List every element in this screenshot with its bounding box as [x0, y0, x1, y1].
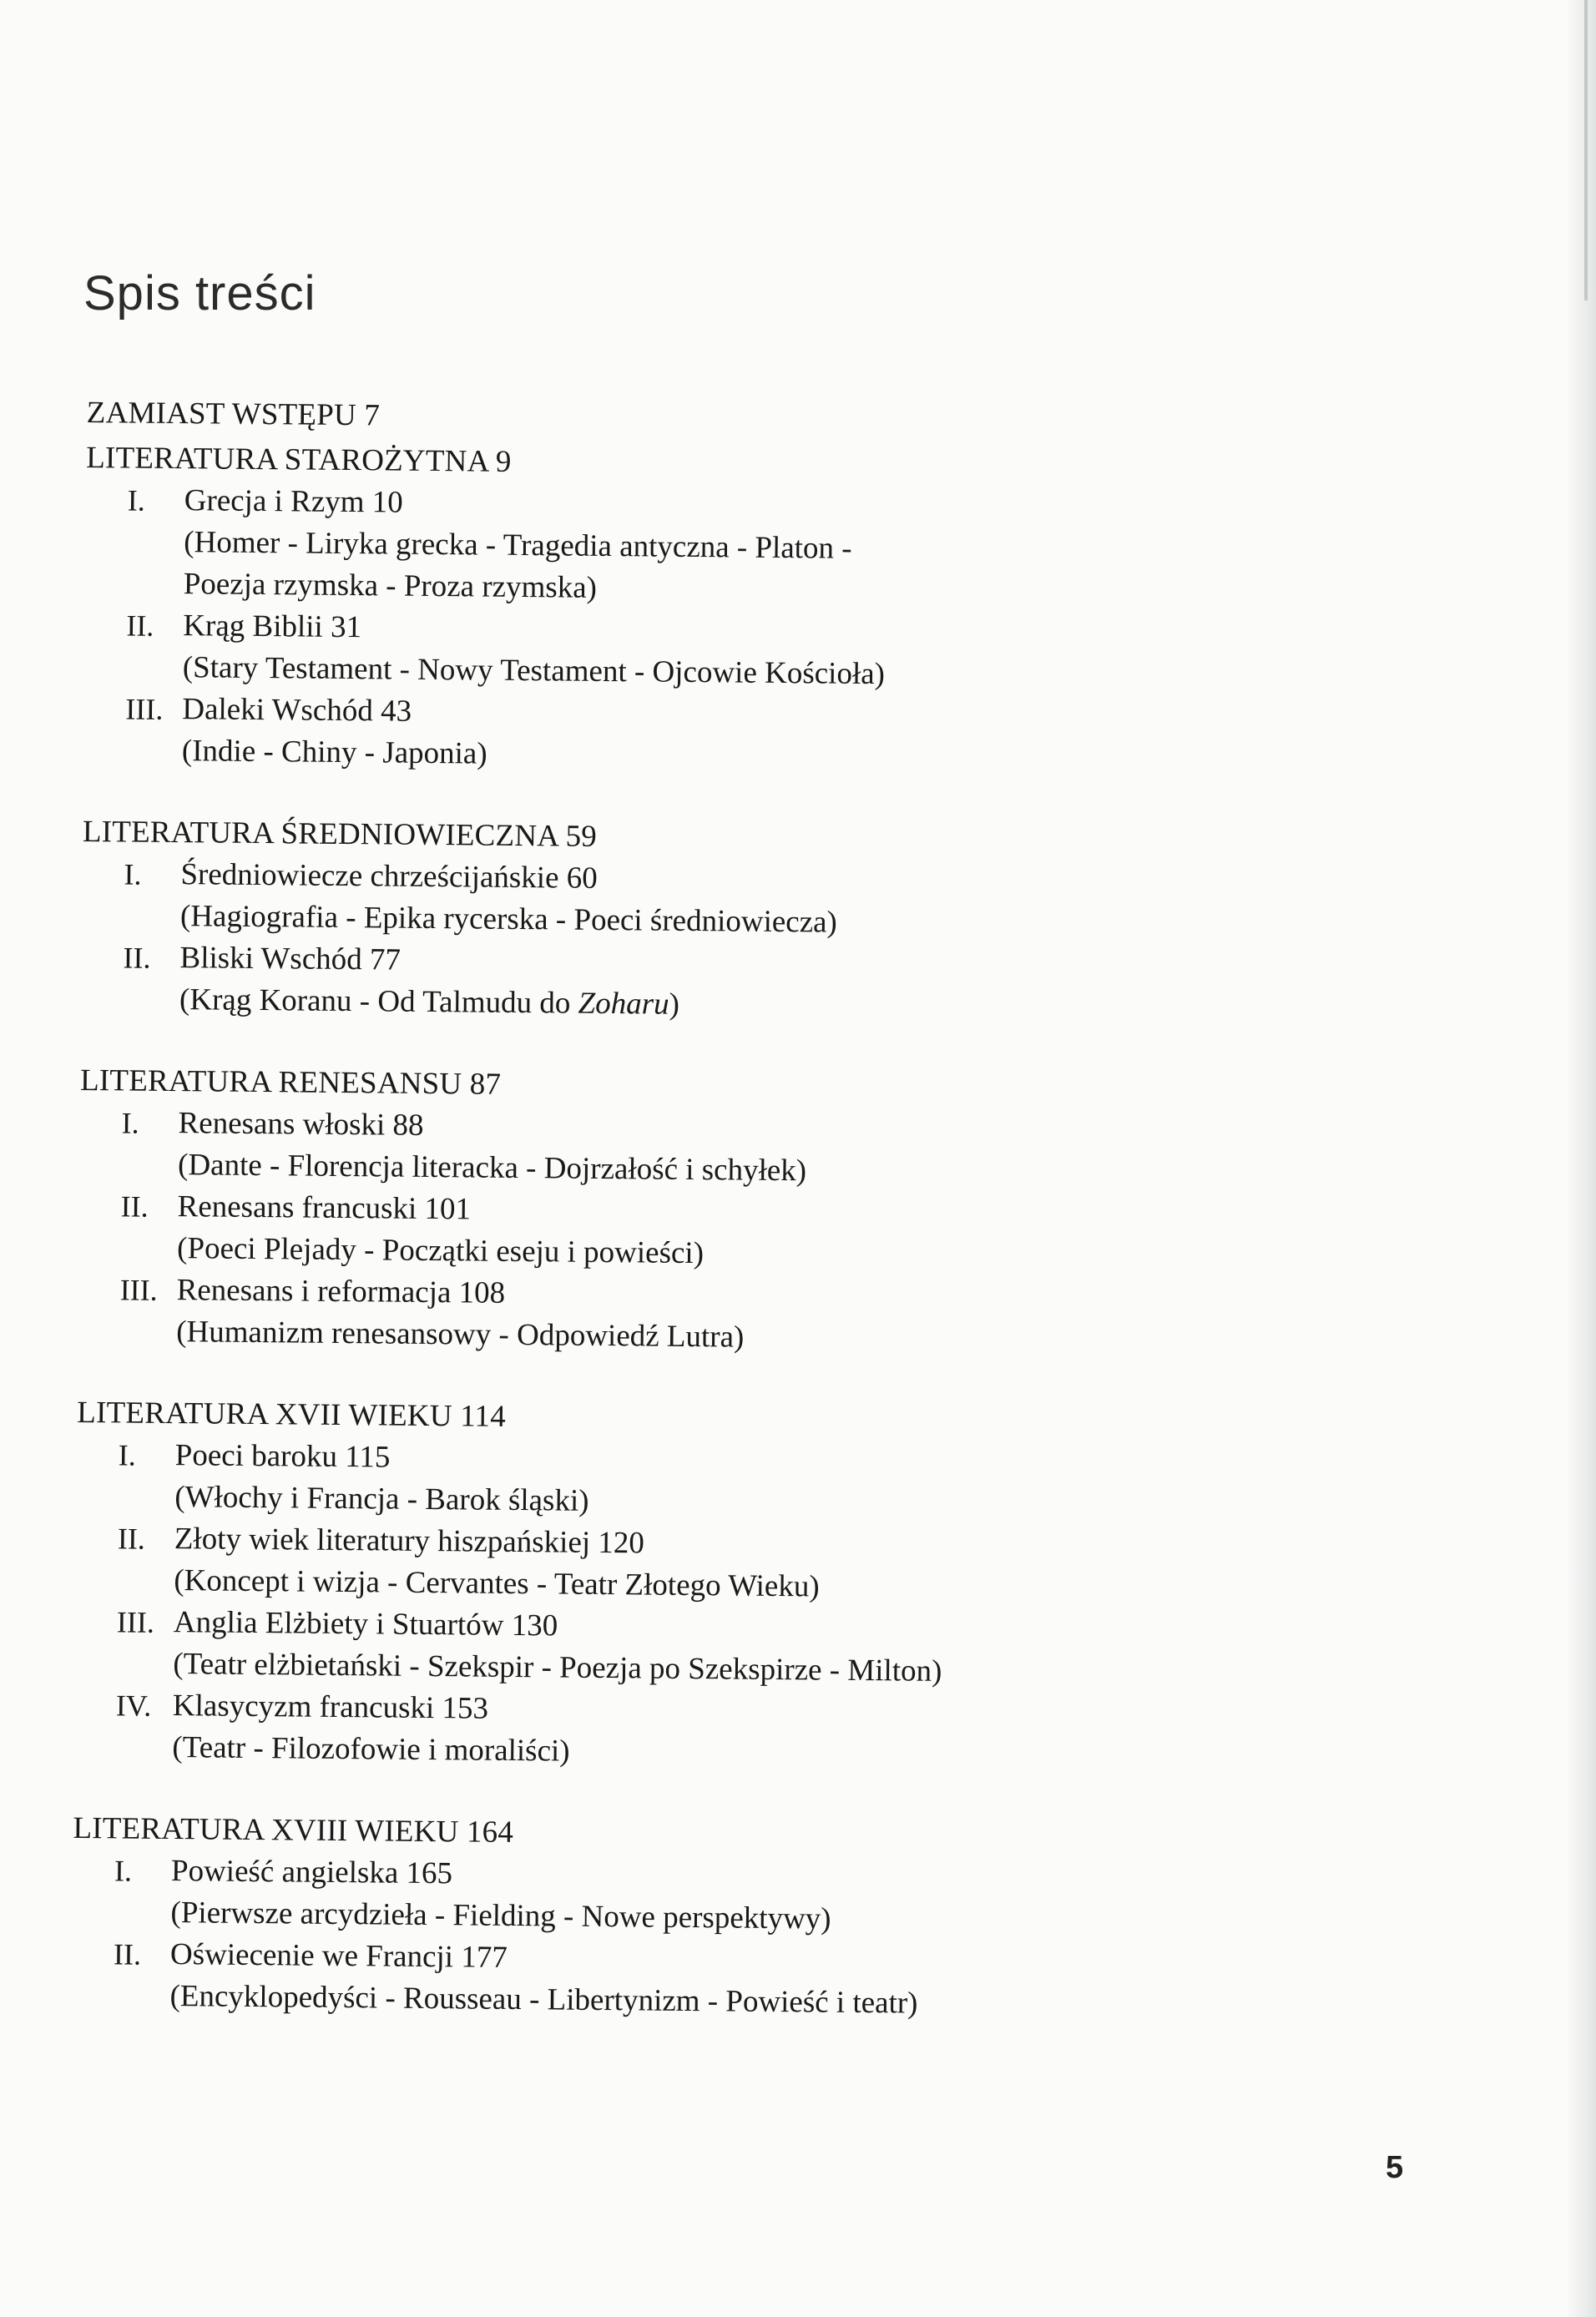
toc-section [73, 1392, 1162, 1778]
chapter-title: Złoty wiek literatury hiszpańskiej 120 [174, 1522, 645, 1561]
toc-section [81, 811, 1168, 1030]
chapter-number: I. [121, 1106, 139, 1140]
toc-section [78, 1060, 1165, 1362]
chapter-number: II. [126, 608, 154, 643]
chapter-subtopics: (Teatr elżbietański - Szekspir - Poezja po Szekspirze - Milton) [173, 1647, 942, 1689]
chapter-text [178, 1103, 807, 1192]
chapter-subtopics: (Homer - Liryka grecka - Tragedia antyczna - Platon - [184, 525, 852, 566]
section-title: LITERATURA XVII WIEKU 114 [77, 1395, 507, 1434]
chapter-entry [83, 688, 1169, 781]
chapter-title: Poeci baroku 115 [174, 1438, 391, 1475]
chapter-number: III. [119, 1273, 158, 1307]
chapter-number: II. [123, 941, 151, 975]
section-title: ZAMIAST WSTĘPU 7 [86, 395, 381, 433]
chapter-text [176, 1270, 745, 1359]
chapter-subtopics: (Koncept i wizja - Cervantes - Teatr Złotego Wieku) [174, 1563, 820, 1604]
chapter-number: I. [127, 483, 145, 517]
chapter-text [172, 1685, 570, 1773]
chapter-text [174, 1518, 820, 1608]
chapter-title: Oświecenie we Francji 177 [169, 1937, 508, 1975]
chapter-subtopics: Poezja rzymska - Proza rzymska) [183, 567, 598, 605]
chapter-number: I. [124, 857, 142, 891]
chapter-number: II. [117, 1522, 145, 1556]
chapter-text [182, 689, 488, 775]
toc-section [87, 392, 1172, 444]
chapter-number: III. [116, 1605, 155, 1639]
chapter-subtopics: (Dante - Florencja literacka - Dojrzałość i schyłek) [177, 1148, 807, 1189]
page-edge-shadow [1566, 0, 1596, 2317]
chapter-text [183, 605, 886, 695]
page-edge-line [1584, 0, 1588, 300]
chapter-text [174, 1435, 589, 1522]
chapter-number: II. [120, 1189, 149, 1224]
chapter-number: I. [114, 1854, 133, 1888]
chapter-text [173, 1602, 942, 1693]
chapter-subtopics: (Włochy i Francja - Barok śląski) [174, 1480, 589, 1518]
chapter-entry [71, 1933, 1157, 2027]
chapter-entry [79, 1102, 1165, 1195]
chapter-title: Anglia Elżbiety i Stuartów 130 [173, 1605, 558, 1643]
chapter-title: Grecja i Rzym 10 [184, 483, 403, 520]
table-of-contents [71, 392, 1172, 2067]
chapter-title: Powieść angielska 165 [170, 1854, 453, 1891]
chapter-entry [76, 1434, 1162, 1527]
chapter-subtopics: (Pierwsze arcydzieła - Fielding - Nowe perspektywy) [170, 1895, 831, 1936]
section-title: LITERATURA RENESANSU 87 [79, 1063, 502, 1102]
toc-section [83, 437, 1172, 781]
chapter-title: Klasycyzm francuski 153 [172, 1689, 489, 1726]
chapter-entry [81, 936, 1167, 1030]
chapter-number: IV. [115, 1689, 152, 1723]
chapter-text [169, 1934, 918, 2025]
chapter-title: Renesans i reformacja 108 [176, 1273, 506, 1310]
chapter-subtopics: (Stary Testament - Nowy Testament - Ojcowie Kościoła) [182, 650, 886, 692]
page-number: 5 [1386, 2150, 1404, 2185]
chapter-number: III. [125, 692, 164, 726]
chapter-subtopics: (Poeci Plejady - Początki eseju i powieści) [176, 1231, 705, 1271]
toc-section [71, 1808, 1158, 2027]
section-title: LITERATURA ŚREDNIOWIECZNA 59 [82, 814, 598, 854]
chapter-subtopics: (Humanizm renesansowy - Odpowiedź Lutra) [176, 1315, 745, 1355]
chapter-text [170, 1850, 831, 1941]
chapter-entry [75, 1517, 1161, 1611]
chapter-title: Renesans francuski 101 [177, 1189, 472, 1227]
chapter-text [180, 854, 838, 944]
chapter-title: Renesans włoski 88 [178, 1106, 424, 1143]
chapter-text [177, 1186, 705, 1275]
page-title: Spis treści [83, 266, 316, 321]
chapter-entry [84, 604, 1170, 698]
chapter-number: II. [113, 1937, 142, 1971]
chapter-subtopics: (Indie - Chiny - Japonia) [181, 734, 487, 771]
chapter-subtopics: (Encyklopedyści - Rousseau - Libertynizm - Powieść i teatr) [169, 1979, 918, 2021]
chapter-title: Bliski Wschód 77 [179, 941, 402, 977]
chapter-title: Średniowiecze chrześcijańskie 60 [180, 857, 598, 896]
chapter-entry [74, 1601, 1160, 1694]
chapter-text [184, 480, 853, 612]
chapter-entry [73, 1684, 1159, 1778]
chapter-entry [85, 479, 1171, 614]
chapter-entry [78, 1269, 1164, 1362]
section-title: LITERATURA XVIII WIEKU 164 [73, 1810, 514, 1850]
chapter-text [179, 937, 680, 1026]
chapter-title: Daleki Wschód 43 [182, 692, 412, 729]
chapter-entry [82, 853, 1168, 946]
chapter-subtopics: (Teatr - Filozofowie i moraliści) [172, 1730, 570, 1769]
chapter-entry [78, 1185, 1164, 1279]
chapter-entry [72, 1850, 1158, 1943]
italic-title: Zoharu [578, 986, 669, 1022]
chapter-subtopics: (Krąg Koranu - Od Talmudu do Zoharu) [179, 982, 680, 1022]
chapter-number: I. [118, 1438, 136, 1472]
chapter-subtopics: (Hagiografia - Epika rycerska - Poeci średniowiecza) [179, 899, 838, 940]
chapter-title: Krąg Biblii 31 [183, 608, 362, 645]
section-title: LITERATURA STAROŻYTNA 9 [86, 440, 512, 479]
